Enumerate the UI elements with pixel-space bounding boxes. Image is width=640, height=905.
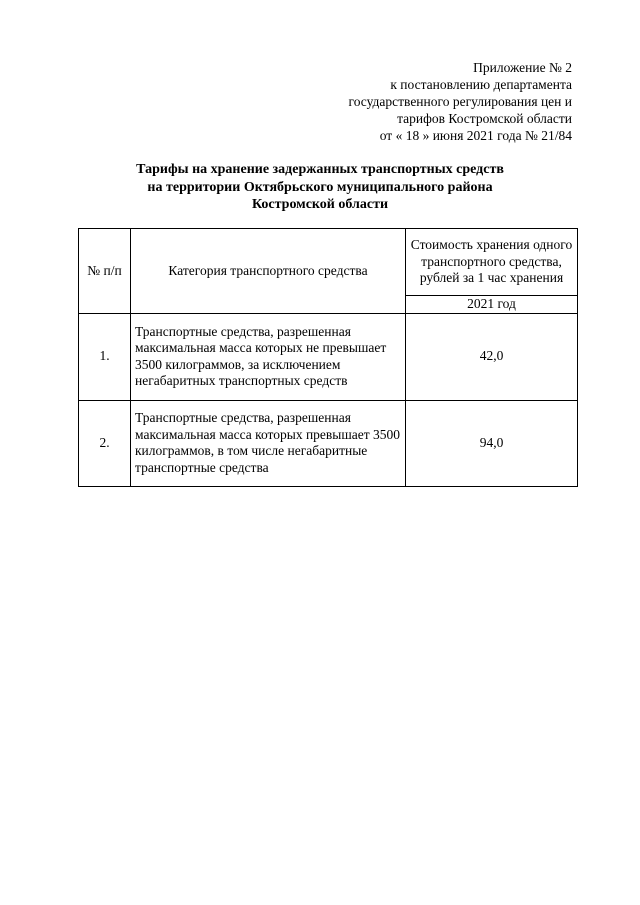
appendix-line-department: государственного регулирования цен и xyxy=(348,94,572,109)
appendix-line-region: тарифов Костромской области xyxy=(397,111,572,126)
row-category: Транспортные средства, разрешенная максимальная масса которых превышает 3500 килограммов, в том числе негабаритные транспортные средства xyxy=(131,400,406,486)
header-cost: Стоимость хранения одного транспортного средства, рублей за 1 час хранения xyxy=(406,229,578,296)
document-title xyxy=(0,161,640,214)
appendix-line-number: Приложение № 2 xyxy=(473,60,572,75)
table-header-row xyxy=(79,229,578,296)
appendix-line-resolution: к постановлению департамента xyxy=(390,77,572,92)
row-cost: 42,0 xyxy=(406,313,578,400)
row-category: Транспортные средства, разрешенная максимальная масса которых не превышает 3500 килограммов, за исключением негабаритных транспортных средств xyxy=(131,313,406,400)
appendix-line-date: от « 18 » июня 2021 года № 21/84 xyxy=(379,128,572,143)
row-number: 2. xyxy=(79,400,131,486)
row-cost: 94,0 xyxy=(406,400,578,486)
title-line-3: Костромской области xyxy=(251,197,389,212)
table-row xyxy=(79,400,578,486)
title-line-1: Тарифы на хранение задержанных транспортных средств xyxy=(136,162,504,177)
table-row xyxy=(79,313,578,400)
header-category: Категория транспортного средства xyxy=(131,229,406,314)
header-number: № п/п xyxy=(79,229,131,314)
tariffs-table xyxy=(78,228,578,487)
appendix-header xyxy=(349,59,572,144)
header-year: 2021 год xyxy=(406,296,578,314)
row-number: 1. xyxy=(79,313,131,400)
title-line-2: на территории Октябрьского муниципального района xyxy=(147,179,493,195)
